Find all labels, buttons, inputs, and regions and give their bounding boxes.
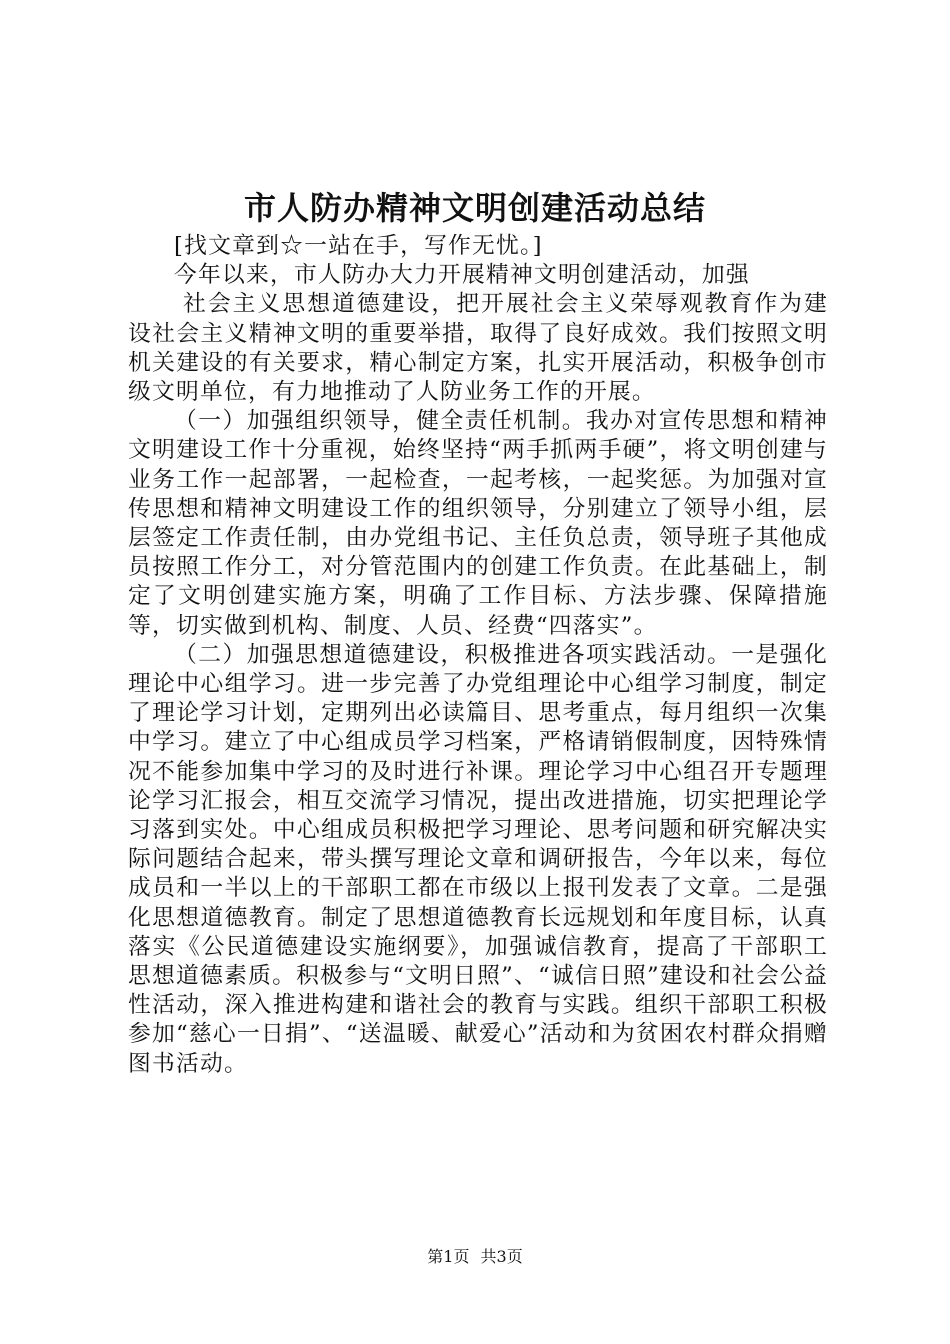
page-number-total: 共3页: [480, 1247, 523, 1266]
intro-rest: 社会主义思想道德建设，把开展社会主义荣辱观教育作为建设社会主义精神文明的重要举措，取得了良好成效。我们按照文明机关建设的有关要求，精心制定方案，扎实开展活动，积极争创市级文明单位，有力地推动了人防业务工作的开展。: [128, 291, 828, 406]
document-title: 市人防办精神文明创建活动总结: [243, 189, 706, 227]
tagline: [找文章到☆一站在手，写作无忧。]: [174, 233, 543, 259]
intro-paragraph: [128, 261, 828, 407]
intro-first-line: 今年以来，市人防办大力开展精神文明创建活动，加强: [174, 262, 750, 289]
page-footer: [0, 1246, 950, 1268]
page-number-current: 第1页: [427, 1247, 470, 1266]
document-body: [128, 232, 828, 1079]
paragraph-organization: （一）加强组织领导，健全责任机制。我办对宣传思想和精神文明建设工作十分重视，始终坚持“两手抓两手硬”，将文明创建与业务工作一起部署，一起检查，一起考核，一起奖惩。为加强对宣传思想和精神文明建设工作的组织领导，分别建立了领导小组，层层签定工作责任制，由办党组书记、主任负总责，领导班子其他成员按照工作分工，对分管范围内的创建工作负责。在此基础上，制定了文明创建实施方案，明确了工作目标、方法步骤、保障措施等，切实做到机构、制度、人员、经费“四落实”。: [128, 408, 828, 639]
paragraph-moral-construction: （二）加强思想道德建设，积极推进各项实践活动。一是强化理论中心组学习。进一步完善了办党组理论中心组学习制度，制定了理论学习计划，定期列出必读篇目、思考重点，每月组织一次集中学习。建立了中心组成员学习档案，严格请销假制度，因特殊情况不能参加集中学习的及时进行补课。理论学习中心组召开专题理论学习汇报会，相互交流学习情况，提出改进措施，切实把理论学习落到实处。中心组成员积极把学习理论、思考问题和研究解决实际问题结合起来，带头撰写理论文章和调研报告，今年以来，每位成员和一半以上的干部职工都在市级以上报刊发表了文章。二是强化思想道德教育。制定了思想道德教育长远规划和年度目标，认真落实《公民道德建设实施纲要》，加强诚信教育，提高了干部职工思想道德素质。积极参与“文明日照”、“诚信日照”建设和社会公益性活动，深入推进构建和谐社会的教育与实践。组织干部职工积极参加“慈心一日捐”、“送温暖、献爱心”活动和为贫困农村群众捐赠图书活动。: [128, 641, 828, 1077]
